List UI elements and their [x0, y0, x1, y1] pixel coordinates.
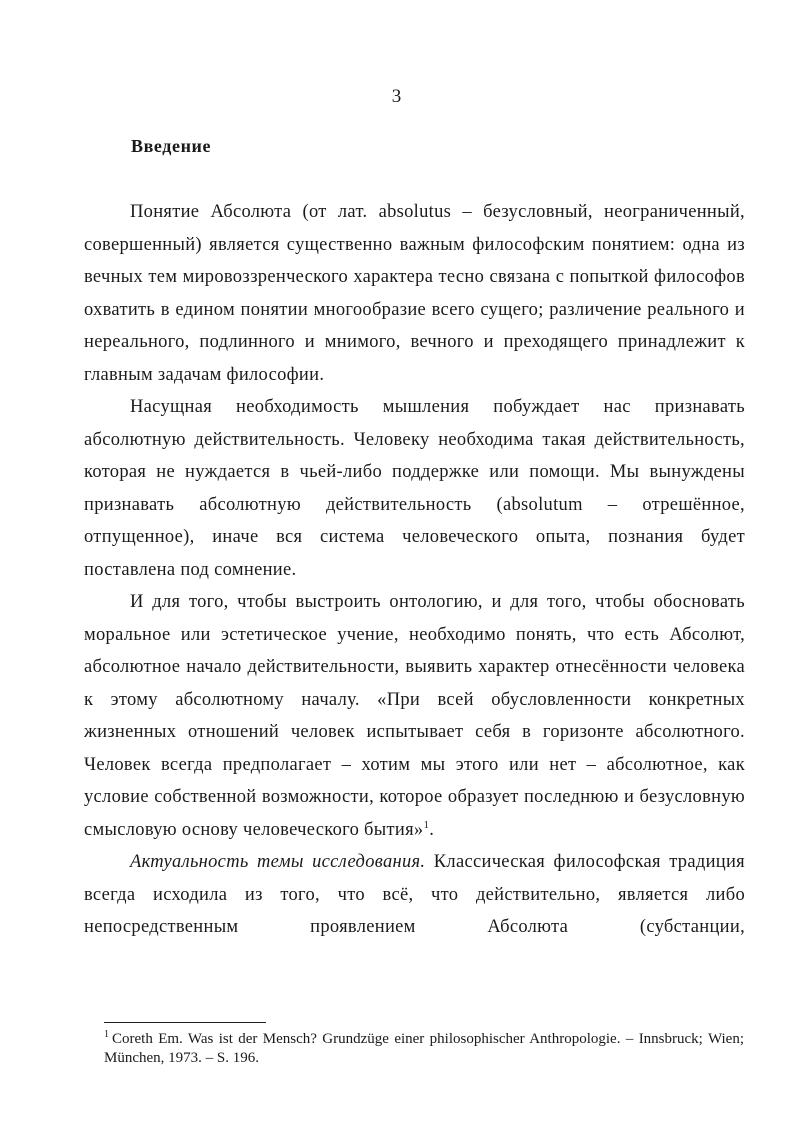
page-number: 3	[391, 86, 402, 107]
paragraph-1: Понятие Абсолюта (от лат. absolutus – безусловный, неограниченный, совершенный) является существенно важным философским понятием: одна из вечных тем мировоззренческого характера тесно связана с попыткой философов охватить в едином понятии многообразие всего сущего; различение реального и нереального, подлинного и мнимого, вечного и преходящего принадлежит к главным задачам философии.	[84, 202, 745, 385]
section-heading: Введение	[131, 136, 212, 156]
footnote-rule	[104, 1022, 266, 1023]
paragraph-3-text: И для того, чтобы выстроить онтологию, и для того, чтобы обосновать моральное или эстетическое учение, необходимо понять, что есть Абсолют, абсолютное начало действительности, выявить характер отнесённости человека к этому абсолютному началу. «При всей обусловленности конкретных жизненных отношений человек испытывает себя в горизонте абсолютного. Человек всегда предполагает – хотим мы этого или нет – абсолютное, как условие собственной возможности, которое образует последнюю и безусловную смысловую основу человеческого бытия»	[84, 592, 745, 840]
footnote-mark: 1	[104, 1029, 109, 1040]
paragraph-2: Насущная необходимость мышления побуждает нас признавать абсолютную действительность. Человеку необходима такая действительность, которая не нуждается в чьей-либо поддержке или помощи. Мы вынуждены признавать абсолютную действительность (absolutum – отрешённое, отпущенное), иначе вся система человеческого опыта, познания будет поставлена под сомнение.	[84, 397, 745, 580]
paragraph-4	[84, 846, 745, 944]
footnote	[104, 1030, 744, 1068]
paragraph-4-lead: Актуальность темы исследования.	[130, 852, 426, 872]
body-text	[84, 196, 745, 944]
footnote-text: Coreth Em. Was ist der Mensch? Grundzüge einer philosophischer Anthropologie. – Innsbruck; Wien; München, 1973. – S. 196.	[104, 1031, 744, 1066]
paragraph-3: И для того, чтобы выстроить онтологию, и для того, чтобы обосновать моральное или эстетическое учение, необходимо понять, что есть Абсолют, абсолютное начало действительности, выявить характер отнесённости человека к этому абсолютному началу. «При всей обусловленности конкретных жизненных отношений человек испытывает себя в горизонте абсолютного. Человек всегда предполагает – хотим мы этого или нет – абсолютное, как условие собственной возможности, которое образует последнюю и безусловную смысловую основу человеческого бытия»$^1$.	[84, 592, 745, 840]
footnote-reference[interactable]: 1	[423, 818, 430, 831]
paragraph-4-text: Классическая философская традиция всегда исходила из того, что всё, что действительно, является либо непосредственным проявлением Абсолюта (субстанции,	[84, 852, 745, 937]
